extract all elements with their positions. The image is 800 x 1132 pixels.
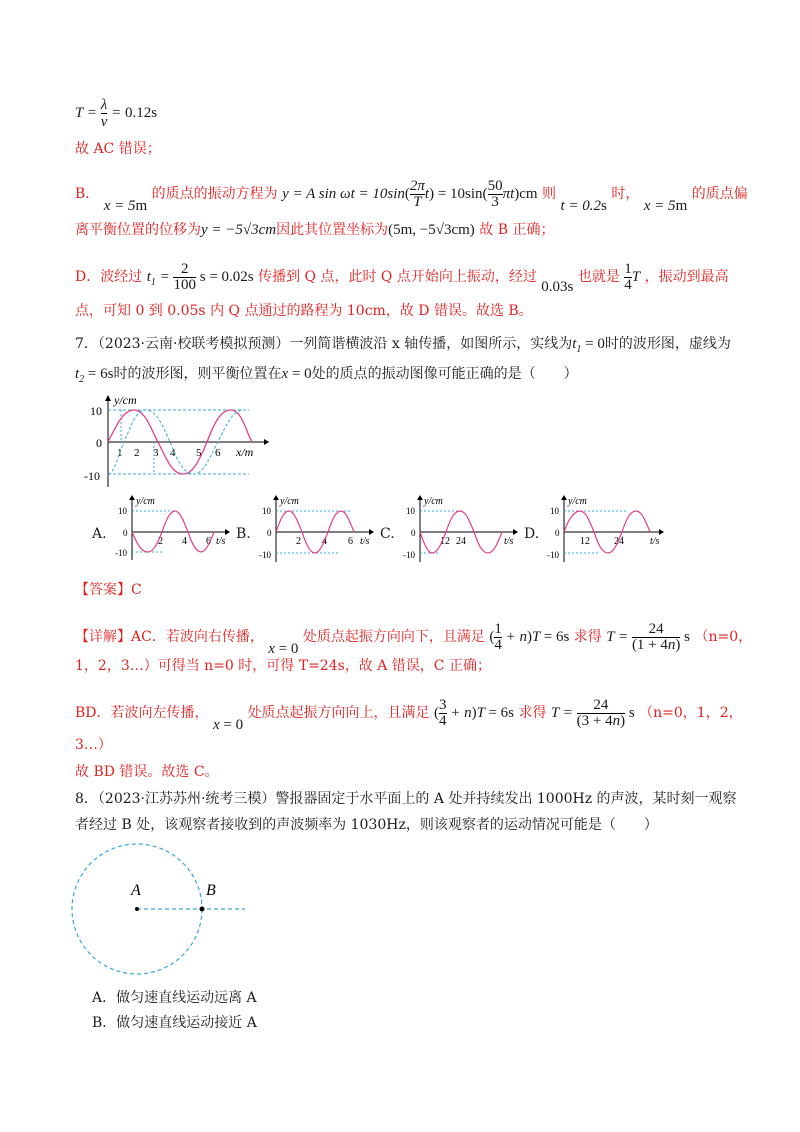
- q8-stem-line2: 者经过 B 处，该观察者接收到的声波频率为 1030Hz，则该观察者的运动情况可能是（ ）: [75, 817, 658, 833]
- svg-text:10: 10: [118, 506, 127, 516]
- option-d-label[interactable]: D.: [524, 526, 540, 542]
- circle-figure: [70, 840, 260, 976]
- svg-text:-10: -10: [259, 550, 271, 560]
- option-c-graph[interactable]: [400, 494, 522, 566]
- point-b: [200, 907, 205, 912]
- option-c-tick: 24: [456, 536, 466, 547]
- option-a-tick: 4: [182, 536, 187, 547]
- svg-text:-10: -10: [547, 550, 559, 560]
- svg-text:-10: -10: [403, 550, 415, 560]
- x-tick-3: 3: [153, 447, 159, 459]
- x-axis-label: x/m: [236, 445, 254, 459]
- option-b-tick: 2: [296, 536, 301, 547]
- y-tick-10: 10: [90, 404, 102, 418]
- y-tick-neg10: -10: [84, 469, 100, 483]
- svg-text:-10: -10: [115, 548, 127, 558]
- q7-stem-line1: 7．（2023·云南·校联考模拟预测）一列简谐横波沿 x 轴传播，如图所示，实线为$t_1 = 0$时的波形图，虚线为: [75, 336, 731, 355]
- svg-text:10: 10: [550, 506, 559, 516]
- option-b-line2: 离平衡位置的位移为y = −5√3cm因此其位置坐标为(5m, −5√3cm) 故 B 正确；: [75, 222, 555, 238]
- svg-text:0: 0: [123, 528, 128, 538]
- option-c-label[interactable]: C.: [380, 526, 395, 542]
- q7-detail-line5: 故 BD 错误。故选 C。: [75, 764, 219, 780]
- q7-answer: 【答案】C: [75, 582, 142, 598]
- option-d-xlabel: t/s: [650, 536, 660, 547]
- option-a-label[interactable]: A.: [92, 526, 107, 542]
- q7-stem-line2: $t_2 = 6s$时的波形图，则平衡位置在x = 0处的质点的振动图像可能正确的是（ ）: [75, 366, 578, 385]
- period-formula: T = $\frac{\lambda}{v}$ = 0.12s: [75, 97, 158, 130]
- svg-text:0: 0: [411, 528, 416, 538]
- option-a-graph[interactable]: [112, 494, 232, 564]
- option-a-xlabel: t/s: [216, 536, 226, 547]
- q7-detail-line2: 1，2，3…）可得当 n=0 时，可得 T=24s，故 A 错误，C 正确；: [75, 658, 491, 674]
- option-b-line1: B． x = 5m 的质点的振动方程为 y = A sin ωt = 10sin( $\frac{2\pi}{T}$ t) = 10sin( $\frac{50}{3}$ πt)cm 则 t = 0.2s 时， x = 5m 的质点偏: [75, 178, 748, 214]
- wave-figure: [84, 392, 274, 492]
- option-c-xlabel: t/s: [504, 536, 514, 547]
- svg-text:0: 0: [555, 528, 560, 538]
- option-d-line2: 点，可知 0 到 0.05s 内 Q 点通过的路程为 10cm，故 D 错误。故选 B。: [75, 303, 533, 319]
- option-d-ylabel: y/cm: [568, 496, 587, 507]
- option-d-tick: 12: [580, 536, 590, 547]
- option-a-tick: 2: [158, 536, 163, 547]
- option-b-label[interactable]: B.: [236, 526, 251, 542]
- label-b: B: [206, 882, 216, 899]
- option-b-tick: 6: [348, 536, 353, 547]
- option-b-tick: 4: [322, 536, 327, 547]
- option-b-ylabel: y/cm: [280, 496, 299, 507]
- option-c-tick: 12: [440, 536, 450, 547]
- q8-option-b[interactable]: B．做匀速直线运动接近 A: [92, 1015, 257, 1031]
- option-d-graph[interactable]: [544, 494, 668, 566]
- q8-option-a[interactable]: A．做匀速直线运动远离 A: [92, 990, 257, 1006]
- q7-detail-line3: BD．若波向左传播， x = 0 处质点起振方向向上，且满足 ( $\frac{3}{4}$ + n)T = 6s 求得 T = $\frac{24}{(3 + 4n)}$ s （n=0，1，2，: [75, 697, 743, 733]
- y-tick-0: 0: [96, 436, 102, 450]
- svg-text:0: 0: [267, 528, 272, 538]
- svg-text:10: 10: [406, 506, 415, 516]
- option-b-xlabel: t/s: [360, 536, 370, 547]
- x-tick-2: 2: [134, 447, 140, 459]
- y-axis-label: y/cm: [114, 393, 137, 407]
- x-tick-6: 6: [215, 447, 221, 459]
- x-tick-5: 5: [196, 447, 202, 459]
- ac-wrong-text: 故 AC 错误；: [75, 141, 161, 157]
- option-a-ylabel: y/cm: [136, 496, 155, 507]
- q7-detail-line4: 3…）: [75, 737, 112, 753]
- q7-detail-line1: 【详解】AC．若波向右传播， x = 0 处质点起振方向向下，且满足 ( $\frac{1}{4}$ + n)T = 6s 求得 T = $\frac{24}{(1 + 4n)}$ s （n=0，: [75, 621, 753, 657]
- svg-text:10: 10: [262, 506, 271, 516]
- x-tick-4: 4: [170, 447, 176, 459]
- point-a: [135, 907, 139, 911]
- option-c-ylabel: y/cm: [424, 496, 443, 507]
- option-a-tick: 6: [206, 536, 211, 547]
- option-b-graph[interactable]: [256, 494, 378, 566]
- x-tick-1: 1: [117, 447, 123, 459]
- q8-stem-line1: 8．（2023·江苏苏州·统考三模）警报器固定于水平面上的 A 处并持续发出 1000Hz 的声波，某时刻一观察: [75, 791, 737, 807]
- option-d-tick: 24: [614, 536, 624, 547]
- label-a: A: [131, 882, 141, 899]
- option-d-line1: D．波经过 $t_1$ = $\frac{2}{100}$ s = 0.02s 传播到 Q 点，此时 Q 点开始向上振动，经过 0.03s 也就是 $\frac{1}{4}$ T ，振动到最高: [75, 261, 729, 295]
